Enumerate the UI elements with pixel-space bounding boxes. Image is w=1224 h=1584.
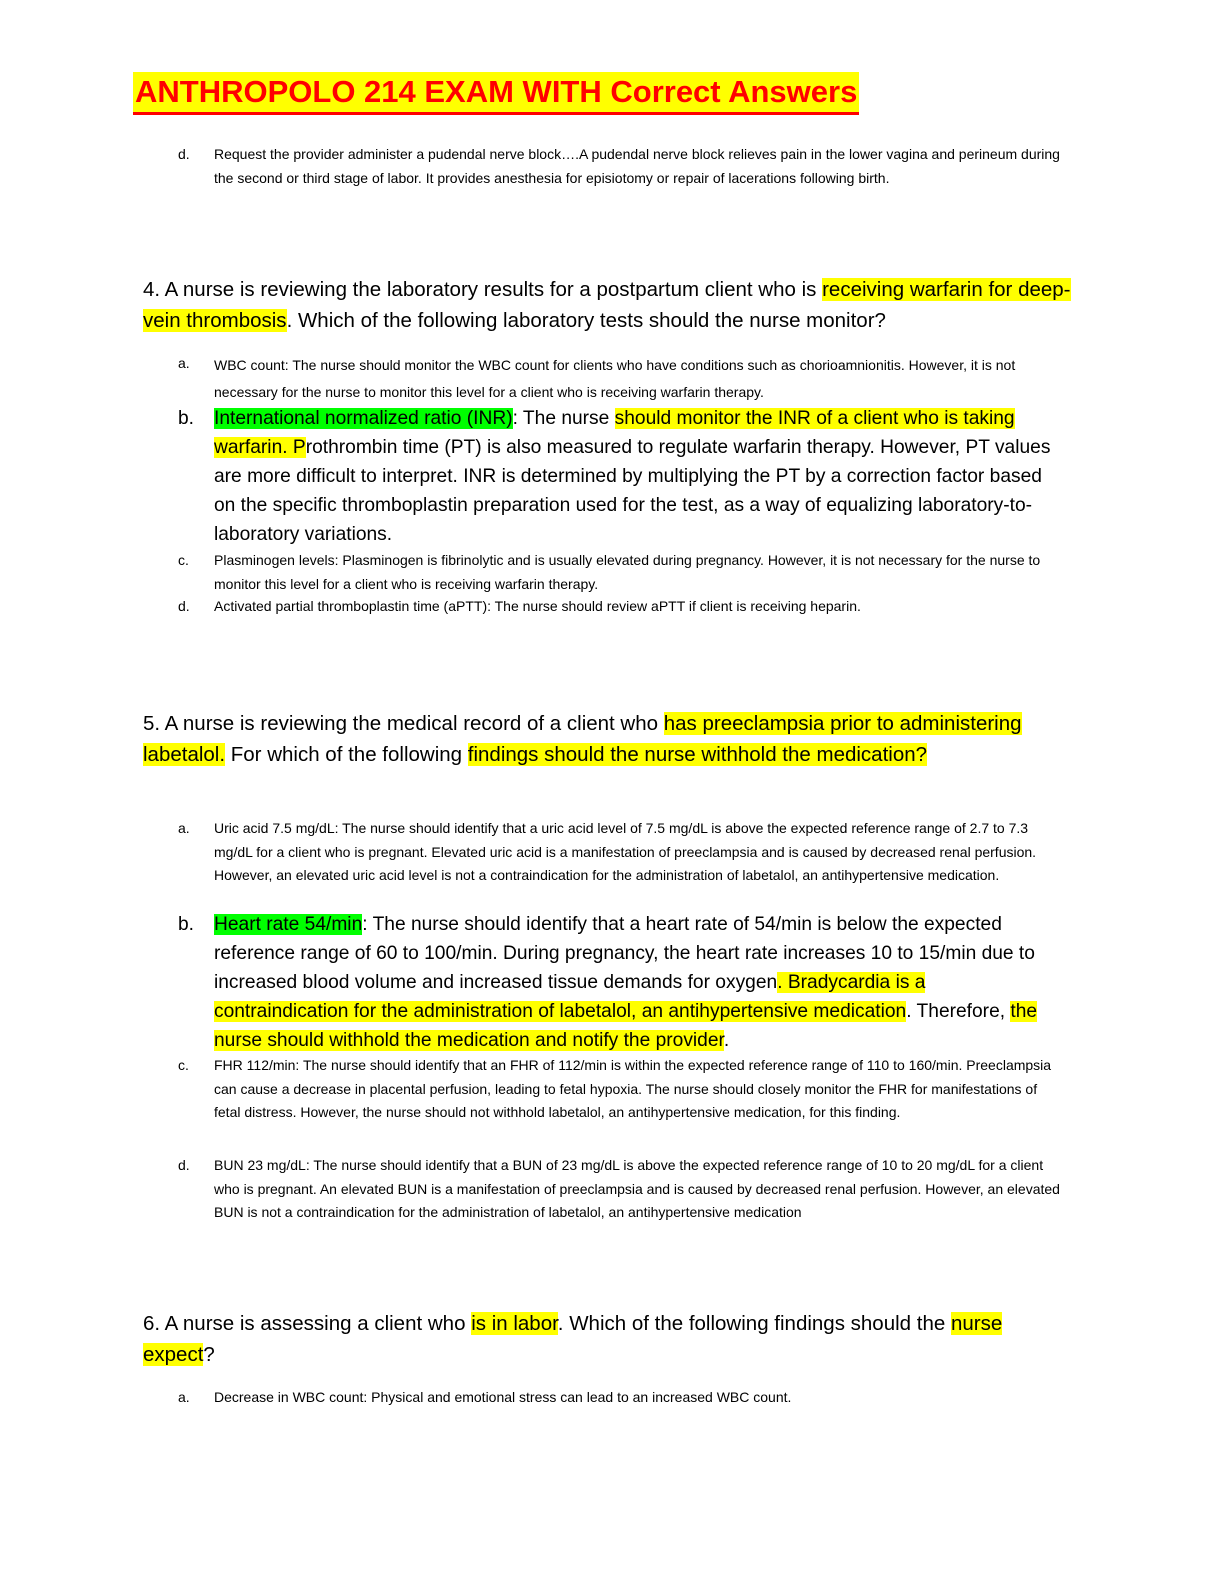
option-letter: d. <box>178 598 190 614</box>
stem-highlight: nurse expect <box>143 1312 1003 1366</box>
option-text-part: . Therefore, <box>906 1001 1011 1022</box>
stem-text: 5. A nurse is reviewing the medical record of a client who <box>143 712 664 735</box>
rationale-highlight: the nurse should withhold the medication and notify the provider <box>214 1001 1038 1051</box>
option-text: Plasminogen levels: Plasminogen is fibrinolytic and is usually elevated during pregnancy. However, it is not necessary for the nurse to monitor this level for a client who is receiving warfarin therapy. <box>214 552 1041 592</box>
stem-highlight: receiving warfarin for deep-vein thrombosis <box>143 278 1071 332</box>
option-text: Uric acid 7.5 mg/dL: The nurse should identify that a uric acid level of 7.5 mg/dL is above the expected reference range of 2.7 to 7.3 mg/dL for a client who is pregnant. Elevated uric acid is a manifestation of preeclampsia and is caused by decreased renal perfusion. However, an elevated uric acid level is not a contraindication for the administration of labetalol, an antihypertensive medication. <box>214 820 1037 884</box>
stem-text: ? <box>203 1343 215 1366</box>
document-title: ANTHROPOLO 214 EXAM WITH Correct Answers <box>133 72 859 115</box>
question-4-stem <box>143 274 1073 336</box>
option-letter: a. <box>178 355 190 371</box>
option-text-part: : The nurse <box>512 408 615 429</box>
stem-text: . Which of the following findings should the <box>557 1312 951 1335</box>
option-text: Decrease in WBC count: Physical and emotional stress can lead to an increased WBC count. <box>214 1389 792 1405</box>
option-letter: b. <box>178 408 195 429</box>
rationale-highlight: should monitor the INR of a client who is taking warfarin. P <box>214 408 1015 458</box>
option-letter: c. <box>178 1057 189 1073</box>
option-letter: a. <box>178 1389 190 1405</box>
option-letter: a. <box>178 820 190 836</box>
option-letter: c. <box>178 552 189 568</box>
stem-highlight: is in labor <box>471 1312 558 1335</box>
stem-highlight: findings should the nurse withhold the medication? <box>467 743 928 766</box>
stem-text: 6. A nurse is assessing a client who <box>143 1312 472 1335</box>
option-letter: d. <box>178 146 190 162</box>
stem-text: . Which of the following laboratory tests should the nurse monitor? <box>286 309 886 332</box>
option-text <box>214 404 1064 549</box>
option-letter: b. <box>178 914 195 935</box>
rationale-highlight: . Bradycardia is a contraindication for the administration of labetalol, an antihypertensive medication <box>214 972 926 1022</box>
question-6-stem <box>143 1308 1073 1370</box>
option-text: BUN 23 mg/dL: The nurse should identify that a BUN of 23 mg/dL is above the expected reference range of 10 to 20 mg/dL for a client who is pregnant. An elevated BUN is a manifestation of preeclampsia and is caused by decreased renal perfusion. However, an elevated BUN is not a contraindication for the administration of labetalol, an antihypertensive medication <box>214 1157 1060 1221</box>
option-text-part: rothrombin time (PT) is also measured to regulate warfarin therapy. However, PT values are more difficult to interpret. INR is determined by multiplying the PT by a correction factor based on the specific thromboplastin preparation used for the test, as a way of equalizing laboratory-to-laboratory variations. <box>214 437 1051 545</box>
option-text-part: . <box>723 1030 730 1051</box>
option-text-part: : The nurse should identify that a heart rate of 54/min is below the expected reference range of 60 to 100/min. During pregnancy, the heart rate increases 10 to 15/min due to increased blood volume and increased tissue demands for oxygen <box>214 914 1035 993</box>
option-text: Activated partial thromboplastin time (aPTT): The nurse should review aPTT if client is receiving heparin. <box>214 598 861 614</box>
option-letter: d. <box>178 1157 190 1173</box>
stem-text: 4. A nurse is reviewing the laboratory results for a postpartum client who is <box>143 278 823 301</box>
option-text <box>214 910 1064 1055</box>
correct-answer-highlight: International normalized ratio (INR) <box>214 408 513 429</box>
option-text: FHR 112/min: The nurse should identify that an FHR of 112/min is within the expected reference range of 110 to 160/min. Preeclampsia can cause a decrease in placental perfusion, leading to fetal hypoxia. The nurse should closely monitor the FHR for manifestations of fetal distress. However, the nurse should not withhold labetalol, an antihypertensive medication, for this finding. <box>214 1057 1052 1121</box>
stem-highlight: has preeclampsia prior to administering labetalol. <box>143 712 1022 766</box>
stem-text: For which of the following <box>225 743 468 766</box>
question-5-stem <box>143 708 1073 770</box>
correct-answer-highlight: Heart rate 54/min <box>214 914 363 935</box>
option-text: WBC count: The nurse should monitor the WBC count for clients who have conditions such as chorioamnionitis. However, it is not necessary for the nurse to monitor this level for a client who is receiving warfarin therapy. <box>214 357 1016 400</box>
option-text: Request the provider administer a pudendal nerve block….A pudendal nerve block relieves pain in the lower vagina and perineum during the second or third stage of labor. It provides anesthesia for episiotomy or repair of lacerations following birth. <box>214 146 1060 186</box>
